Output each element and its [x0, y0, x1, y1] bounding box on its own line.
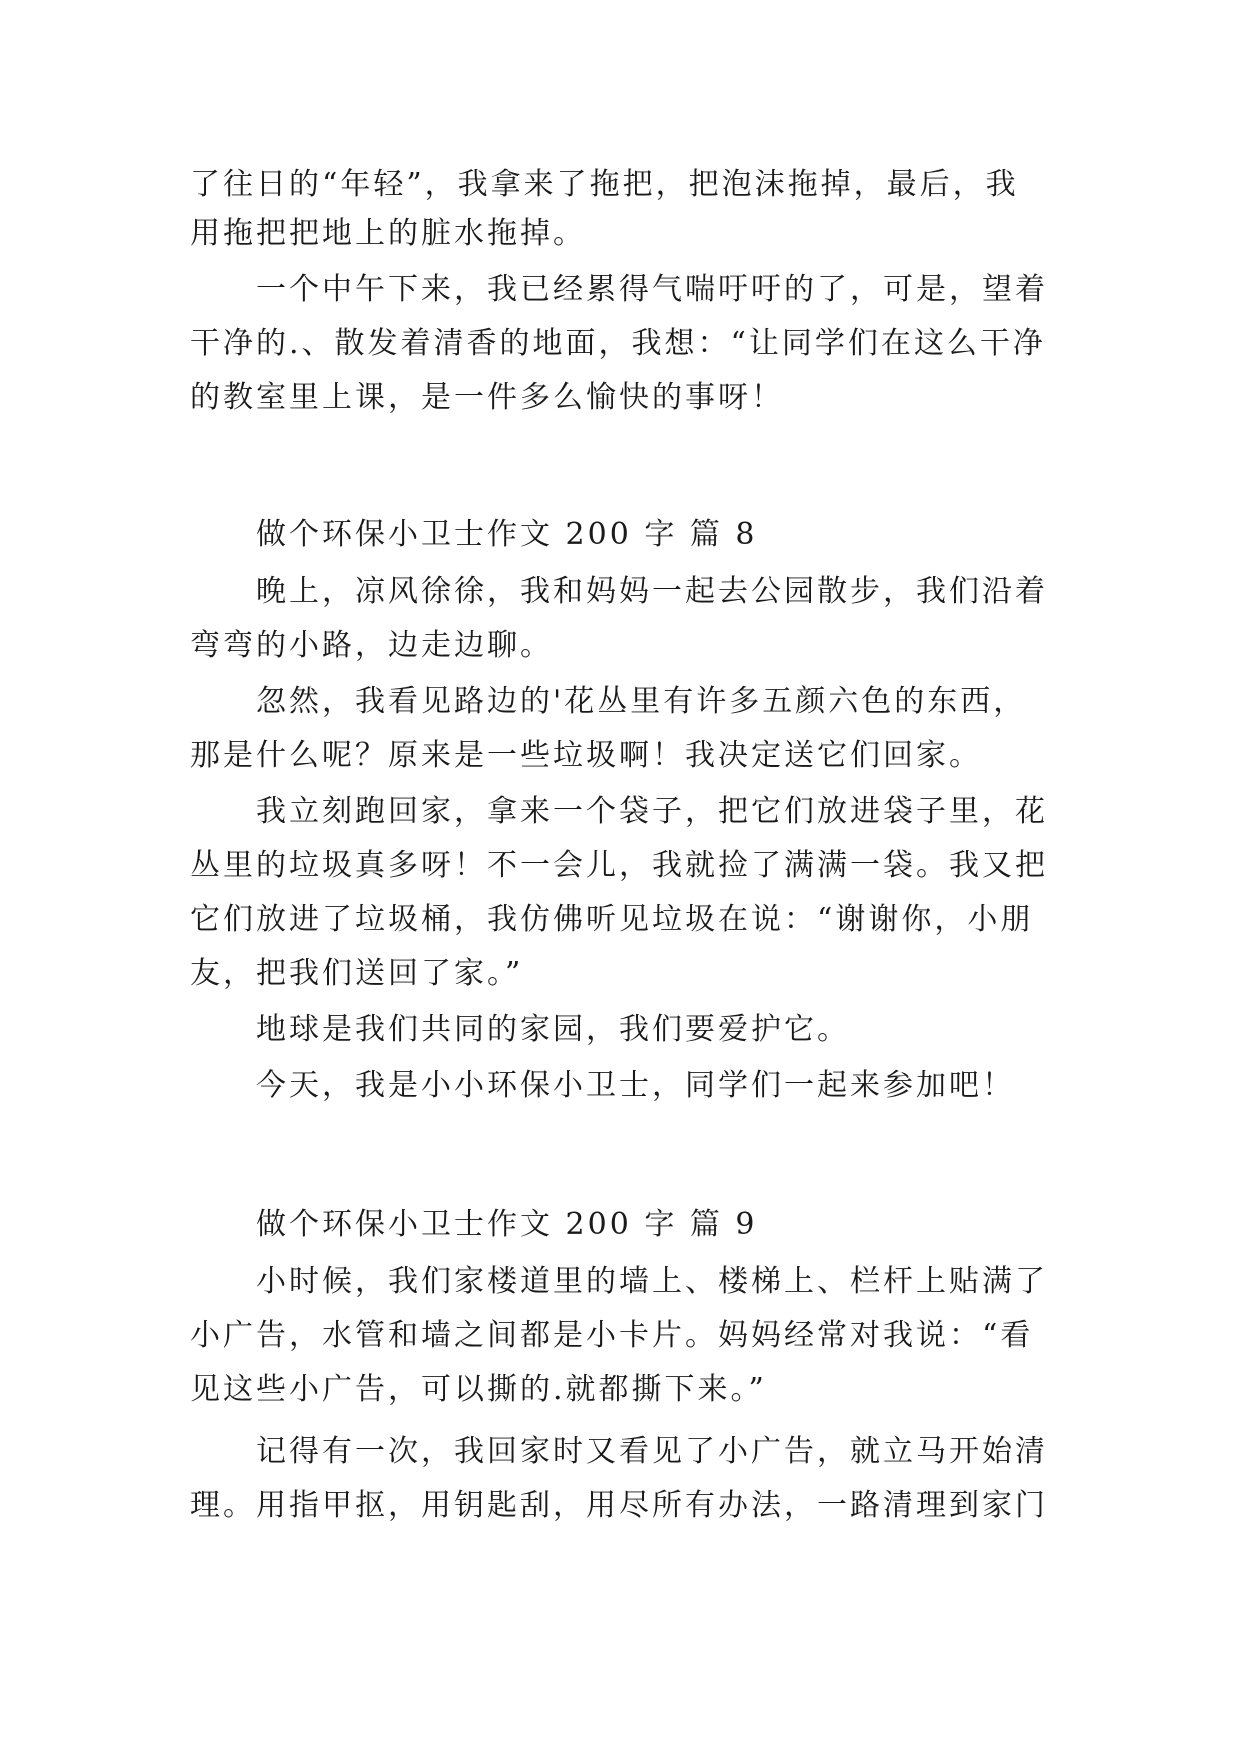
paragraph-line: 今天，我是小小环保小卫士，同学们一起来参加吧！	[256, 1068, 1015, 1103]
paragraph-line: 干净的.、散发着清香的地面，我想：“让同学们在这么干净	[190, 326, 1046, 361]
paragraph-line: 友，把我们送回了家。”	[190, 956, 524, 991]
section-heading: 做个环保小卫士作文 200 字 篇 9	[256, 1207, 758, 1242]
paragraph-line: 晚上，凉风徐徐，我和妈妈一起去公园散步，我们沿着	[256, 574, 1048, 609]
paragraph-line: 小时候，我们家楼道里的墙上、楼梯上、栏杆上贴满了	[256, 1264, 1048, 1299]
paragraph-line: 用拖把把地上的脏水拖掉。	[190, 216, 586, 251]
paragraph-line: 丛里的垃圾真多呀！不一会儿，我就捡了满满一袋。我又把	[190, 848, 1048, 883]
paragraph-line: 小广告，水管和墙之间都是小卡片。妈妈经常对我说：“看	[190, 1318, 1034, 1353]
paragraph-line: 记得有一次，我回家时又看见了小广告，就立马开始清	[256, 1434, 1048, 1469]
paragraph-line: 了往日的“年轻”，我拿来了拖把，把泡沫拖掉，最后，我	[190, 167, 1019, 202]
paragraph-line: 我立刻跑回家，拿来一个袋子，把它们放进袋子里，花	[256, 794, 1048, 829]
paragraph-line: 忽然，我看见路边的'花丛里有许多五颜六色的东西，	[256, 684, 1027, 719]
paragraph-line: 理。用指甲抠，用钥匙刮，用尽所有办法，一路清理到家门	[190, 1488, 1048, 1523]
paragraph-line: 一个中午下来，我已经累得气喘吁吁的了，可是，望着	[256, 272, 1048, 307]
paragraph-line: 见这些小广告，可以撕的.就都撕下来。”	[190, 1372, 767, 1407]
paragraph-line: 弯弯的小路，边走边聊。	[190, 628, 553, 663]
section-heading: 做个环保小卫士作文 200 字 篇 8	[256, 517, 758, 552]
paragraph-line: 的教室里上课，是一件多么愉快的事呀！	[190, 380, 784, 415]
paragraph-line: 它们放进了垃圾桶，我仿佛听见垃圾在说：“谢谢你，小朋	[190, 902, 1034, 937]
paragraph-line: 那是什么呢？原来是一些垃圾啊！我决定送它们回家。	[190, 738, 982, 773]
paragraph-line: 地球是我们共同的家园，我们要爱护它。	[256, 1012, 850, 1047]
